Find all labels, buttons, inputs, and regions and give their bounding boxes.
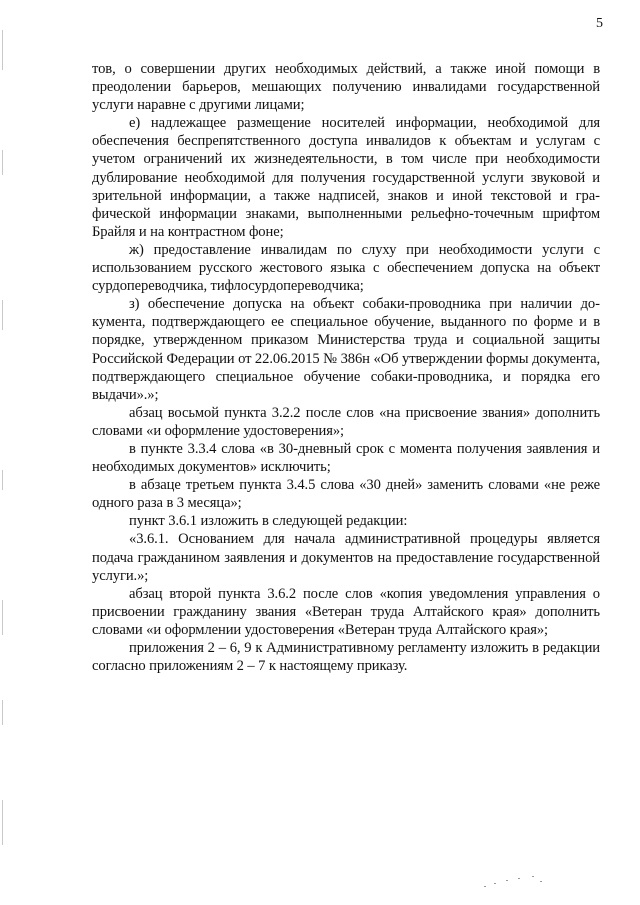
paragraph-item-z: з) обеспечение допуска на объект собаки-проводника при наличии документа, подтверждающего ее специальное обучение, выданного по форме и в порядке, утвержденном приказом Министерства труда и социальной защиты Российской Федерации от 22.06.2015 № 386н «Об утверждении формы документа, подтверждающего специальное обучение собаки-проводника, и порядка его выдачи».»;	[92, 296, 600, 403]
document-body	[92, 60, 600, 675]
paragraph-amend-3-3-4: в пункте 3.3.4 слова «в 30-дневный срок с момента получения заявления и необходимых документов» исключить;	[92, 440, 600, 476]
paragraph-amend-3-4-5: в абзаце третьем пункта 3.4.5 слова «30 дней» заменить словами «не реже одного раза в 3 месяца»;	[92, 477, 600, 512]
paragraph-item-e: е) надлежащее размещение носителей информации, необходимой для обеспечения беспрепятственного доступа инвалидов к объектам и услугам с учетом ограничений их жизнедеятельности, в том числе при необходимости дублирование необходимой для получения государственной услуги звуковой и зрительной информации, а также надписей, знаков и иной текстовой и графической информации знаками, выполненными рельефно-точечным шрифтом Брайля и на контрастном фоне;	[92, 115, 600, 240]
paragraph-amend-3-6-1: пункт 3.6.1 изложить в следующей редакции:	[129, 513, 408, 530]
paragraph-continuation: тов, о совершении других необходимых действий, а также иной помощи в преодолении барьеров, мешающих получению инвалидами государственной услуги наравне с другими лицами;	[92, 61, 600, 114]
scan-specks	[480, 872, 550, 896]
paragraph-amend-3-6-2: абзац второй пункта 3.6.2 после слов «копия уведомления управления о присвоении гражданину звания «Ветеран труда Алтайского края» дополнить словами «и оформлении удостоверения «Ветеран труда Алтайского края»;	[92, 585, 600, 638]
paragraph-item-zh: ж) предоставление инвалидам по слуху при необходимости услуги с использованием русского жестового языка с обеспечением допуска на объект сурдопереводчика, тифлосурдопереводчика;	[92, 241, 600, 295]
scan-edge-marks	[0, 0, 8, 905]
page-number: 5	[596, 16, 603, 31]
paragraph-appendices: приложения 2 – 6, 9 к Административному регламенту изложить в редакции согласно приложениям 2 – 7 к настоящему приказу.	[92, 640, 600, 675]
paragraph-amend-3-2-2: абзац восьмой пункта 3.2.2 после слов «на присвоение звания» дополнить словами «и оформление удостоверения»;	[92, 404, 600, 439]
paragraph-quote-3-6-1: «3.6.1. Основанием для начала административной процедуры является подача гражданином заявления и документов на предоставление государственной услуги.»;	[92, 531, 600, 584]
